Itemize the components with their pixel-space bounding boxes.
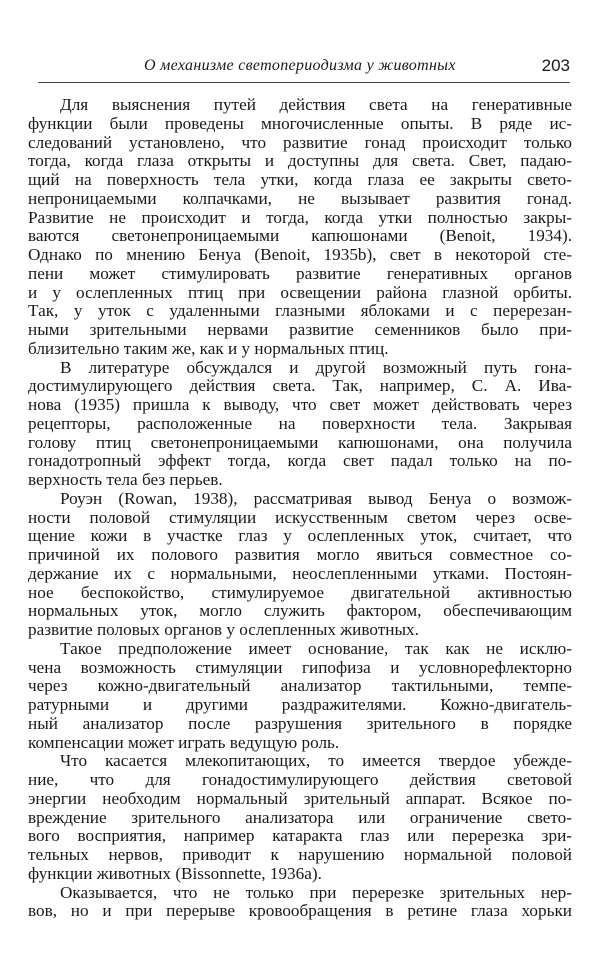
text-line: тельных нервов, приводит к нарушению нормальной половой [28,845,572,864]
text-line: щение кожи в участке глаз у ослепленных уток, считает, что [28,526,572,546]
text-line: ности половой стимуляции искусственным светом через осве- [28,507,572,527]
text-line: ратурными и другими раздражителями. Кожно-двигатель- [28,695,572,714]
text-line: В литературе обсуждался и другой возможный путь гона- [60,357,572,377]
text-line: ние, что для гонадостимулирующего действия световой [28,770,572,789]
text-line: тогда, когда глаза открыты и доступны для света. Свет, падаю- [28,151,572,171]
paragraph [28,752,572,883]
text-line: энергии необходим нормальный зрительный аппарат. Всякое по- [28,788,572,808]
text-line: и у ослепленных птиц при освещении района глазной орбиты. [28,282,572,302]
paragraph [28,359,572,490]
text-line: рецепторы, расположенные на поверхности тела. Закрывая [28,413,572,433]
text-line: следований установлено, что развитие гонад происходит только [28,132,572,152]
text-line: близительно таким же, как и у нормальных птиц. [28,338,389,358]
text-line: через кожно-двигательный анализатор тактильными, темпе- [28,676,572,696]
paragraph [28,884,572,922]
text-line: нова (1935) пришла к выводу, что свет может действовать через [28,395,572,414]
text-line: голову птиц светонепроницаемыми капюшонами, она получила [28,432,572,452]
text-line: вреждение зрительного анализатора или ограничение свето- [28,807,572,827]
text-line: функции животных (Bissonnette, 1936a). [28,863,322,883]
text-line: верхность тела без перьев. [28,470,223,489]
text-line: компенсации может играть ведущую роль. [28,732,340,752]
text-line: чена возможность стимуляции гипофиза и условнорефлекторно [28,657,572,677]
paragraph [28,490,572,640]
text-line: Развитие не происходит и тогда, когда утки полностью закры- [28,207,572,227]
running-header [40,57,570,81]
text-line: гонадотропный эффект тогда, когда свет падал только на по- [28,451,572,471]
text-line: щий на поверхность тела утки, когда глаза ее закрыты свето- [28,170,572,189]
text-line: вого восприятия, например катаракта глаз или перерезка зри- [28,826,572,846]
paragraph [28,96,572,359]
text-line: Что касается млекопитающих, то имеется твердое убежде- [60,751,572,771]
text-line: держание их с нормальными, неослепленными утками. Постоян- [28,563,572,583]
header-rule [38,82,570,83]
text-line: функции были проведены многочисленные опыты. В ряде ис- [28,113,572,133]
text-line: вов, но и при перерыве кровообращения в ретине глаза хорьки [28,901,572,921]
text-line: Оказывается, что не только при перерезке зрительных нер- [60,882,572,902]
text-line: ваются светонепроницаемыми капюшонами (Benoit, 1934). [28,226,572,246]
text-line: Для выяснения путей действия света на генеративные [60,95,572,114]
paragraph [28,640,572,753]
text-line: ное беспокойство, стимулируемое двигательной активностью [28,582,572,602]
running-title: О механизме светопериодизма у животных [144,57,456,74]
text-line: причиной их полового развития могло явиться совместное со- [28,545,572,564]
text-line: Роуэн (Rowan, 1938), рассматривая вывод Бенуа о возмож- [60,488,572,508]
text-line: Однако по мнению Бенуа (Benoit, 1935b), свет в некоторой сте- [28,245,572,264]
page-number: 203 [541,56,570,75]
text-line: развитие половых органов у ослепленных животных. [28,620,419,639]
text-line: непроницаемыми колпачками, не вызывает развития гонад. [28,188,572,208]
text-line: Такое предположение имеет основание, так как не исклю- [60,638,572,658]
text-line: пени может стимулировать развитие генеративных органов [28,263,572,283]
text-line: ными зрительными нервами развитие семенников было при- [28,320,572,339]
text-line: Так, у уток с удаленными глазными яблоками и с перерезан- [28,301,572,321]
text-line: достимулирующего действия света. Так, например, С. А. Ива- [28,376,572,396]
text-line: ный анализатор после разрушения зрительного в порядке [28,713,572,733]
text-line: нормальных уток, могло служить фактором, обеспечивающим [28,601,572,621]
body-text [28,96,572,921]
